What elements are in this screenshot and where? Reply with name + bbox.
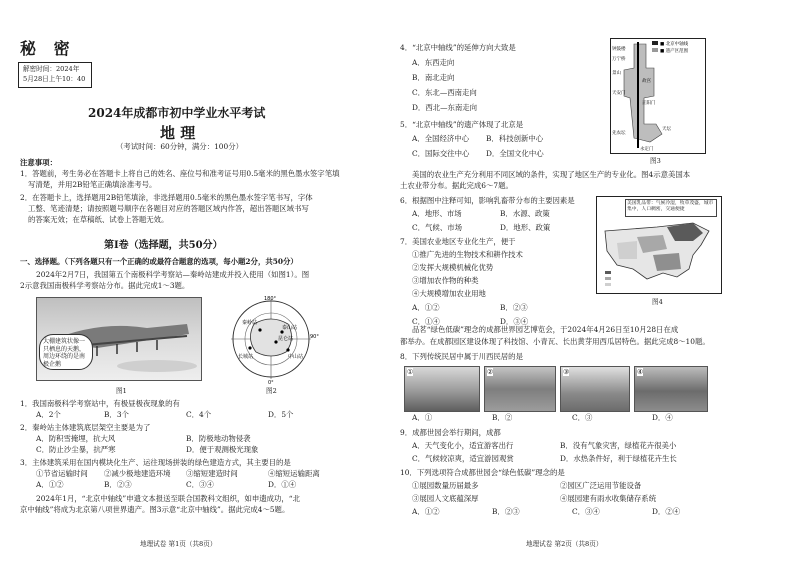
intro-6-7-line-1: 美国的农业生产充分利用不同区域的条件，实现了地区生产的专业化。图4示意美国本: [412, 170, 691, 179]
question-9: 9．成都世园会举行期间，成都: [400, 428, 501, 437]
q1-option-a[interactable]: A．2个: [36, 410, 61, 419]
q3-option-d[interactable]: D．①④: [268, 480, 297, 489]
secret-label: 秘 密: [20, 39, 76, 58]
q7-option-d[interactable]: D．③④: [500, 317, 529, 326]
figure-1-qinling-station-photo: [36, 297, 202, 381]
fig3-label-xiannongtan: 先农坛: [612, 131, 626, 136]
declassify-time-box: [18, 62, 92, 88]
figure-2-caption: 图2: [266, 387, 277, 395]
figure-1-bubble-text: 大棚建筑状像一只栖息的天鹅，周边环绕的是南极企鹅: [43, 338, 86, 368]
q1-option-b[interactable]: B．3个: [104, 410, 129, 419]
figure-4-legend-text: 美国乳品带：气候冷湿，牧草茂盛，城市集中，人口稠密，交通便捷: [627, 201, 714, 212]
q9-option-a[interactable]: A．天气变化小，适宜游客出行: [412, 441, 514, 450]
q10-option-d[interactable]: D．②④: [652, 507, 681, 516]
q4-option-d[interactable]: D．西北—东南走向: [412, 103, 478, 112]
q3-statement-4: ④缩短运输距离: [268, 469, 320, 478]
notes-line-1: 1．答题前，考生务必在答题卡上将自己的姓名、座位号和准考证号用0.5毫米的黑色墨水签字笔填: [20, 169, 340, 178]
fig3-label-zhengyangmen: 正阳门: [642, 101, 656, 106]
exam-info: （考试时间：60分钟，满分：100分）: [116, 142, 243, 151]
fig3-label-gugong: 故宫: [642, 79, 651, 84]
subject-title: 地 理: [160, 124, 196, 142]
fig3-legend-axis: ■ 北京中轴线: [660, 42, 689, 47]
intro-4-5-line-1: 2024年1月，“北京中轴线”申遗文本报送至联合国教科文组织，如申遗成功，“北: [36, 494, 300, 503]
fig2-label-changcheng: 长城站: [238, 354, 254, 360]
q10-option-b[interactable]: B．②③: [492, 507, 520, 516]
q2-option-b[interactable]: B．防极地动物侵袭: [186, 434, 251, 443]
question-3: 3．主体建筑采用在国内模块化生产、运往现场拼装的绿色建造方式，其主要目的是: [20, 458, 291, 467]
q6-option-c[interactable]: C．气候、市场: [412, 223, 462, 232]
q6-option-d[interactable]: D．地形、政策: [500, 223, 551, 232]
q10-statement-4: ④展园建有雨水收集储存系统: [560, 494, 657, 503]
q9-option-d[interactable]: D．水热条件好，利于绿植花卉生长: [560, 454, 677, 463]
q8-photo-4: [634, 366, 708, 412]
q2-option-a[interactable]: A．防积雪掩埋，抗大风: [36, 434, 116, 443]
q4-option-a[interactable]: A．东西走向: [412, 58, 455, 67]
q5-option-b[interactable]: B．科技创新中心: [486, 134, 544, 143]
fig2-label-0: 0°: [268, 380, 274, 384]
figure-1-speech-bubble: [39, 334, 93, 370]
q8-photo-4-marker: ④: [637, 368, 644, 376]
q7-statement-2: ②发挥大规模机械化优势: [412, 263, 494, 272]
notes-line-3: 2．在答题卡上，选择题用2B铅笔填涂，非选择题用0.5毫米的黑色墨水签字笔书写，字体: [20, 193, 313, 202]
q7-statement-1: ①推广先进的生物技术和耕作技术: [412, 250, 523, 259]
declassify-line-2: 5月28日上午10：40: [23, 75, 86, 83]
q2-option-c[interactable]: C．防止沙尘暴，抗严寒: [36, 445, 116, 454]
question-4: 4．“北京中轴线”的延伸方向大致是: [400, 43, 516, 52]
fig2-label-kunlun: 昆仑站: [278, 336, 294, 342]
fig3-label-zhonggulou: 钟鼓楼: [612, 47, 626, 52]
notes-line-4: 工整、笔迹清楚；请按照题号顺序在各题目对应的答题区域内作答，超出答题区域书写: [28, 204, 309, 213]
fig2-label-zhongshan: 中山站: [288, 354, 304, 360]
q2-option-d[interactable]: D．便于观测极光现象: [186, 445, 259, 454]
q3-option-a[interactable]: A．①②: [36, 480, 64, 489]
exam-title: 2024年成都市初中学业水平考试: [88, 106, 266, 120]
question-1: 1．我国南极科学考察站中，有极昼极夜现象的有: [20, 399, 180, 408]
q8-option-c[interactable]: C．③: [572, 413, 593, 422]
section-instructions: 一、选择题。（下列各题只有一个正确的或最符合题意的选项，每小题2分，共50分）: [20, 257, 298, 266]
q9-option-c[interactable]: C．气候较凉爽，适宜游园观赏: [412, 454, 514, 463]
q1-option-c[interactable]: C．4个: [186, 410, 212, 419]
fig2-label-taishan: 泰山站: [282, 325, 298, 331]
q10-option-c[interactable]: C．③④: [572, 507, 600, 516]
figure-1-caption: 图1: [116, 387, 127, 395]
q7-statement-3: ③增加农作物的种类: [412, 276, 479, 285]
question-2: 2．秦岭站主体建筑底层架空主要是为了: [20, 423, 151, 432]
question-7: 7．美国农业地区专业化生产，便于: [400, 237, 516, 246]
q3-option-c[interactable]: C．③④: [186, 480, 214, 489]
notes-line-5: 的答案无效；在草稿纸、试卷上答题无效。: [28, 215, 169, 224]
intro-8-10-line-1: 品茗“绿色低碳”理念的成都世界园艺博览会，于2024年4月26日至10月28日在成: [412, 325, 679, 334]
intro-1-3-line-1: 2024年2月7日，我国第五个南极科学考察站—秦岭站建成并投入使用（如图1）。图: [36, 270, 310, 279]
fig3-label-yongdingmen: 永定门: [640, 147, 654, 152]
figure-3-beijing-central-axis-map: [610, 38, 706, 154]
q10-statement-1: ①展园数量历届最多: [412, 481, 479, 490]
q3-statement-2: ②减少极地建造环境: [104, 469, 171, 478]
q7-option-b[interactable]: B．②③: [500, 303, 528, 312]
q5-option-d[interactable]: D．全国文化中心: [486, 149, 544, 158]
figure-3-caption: 图3: [650, 157, 661, 165]
q8-option-b[interactable]: B．②: [492, 413, 513, 422]
intro-8-10-line-2: 都举办。在成都园区建设体现了科技馆、小青瓦、长出黄芽用西瓜居特色。据此完成8～10题。: [400, 337, 710, 346]
usa-map-shape: [597, 197, 721, 293]
fig2-label-qinling: 秦岭站: [242, 320, 258, 326]
q10-statement-2: ②园区广泛运用节能设备: [560, 481, 642, 490]
notes-heading: 注意事项：: [20, 158, 57, 167]
figure-4-usa-agriculture-map: [596, 196, 722, 294]
q8-option-a[interactable]: A．①: [412, 413, 433, 422]
q5-option-c[interactable]: C．国际交往中心: [412, 149, 470, 158]
q10-option-a[interactable]: A．①②: [412, 507, 440, 516]
q8-option-d[interactable]: D．④: [652, 413, 673, 422]
fig3-label-jingshan: 景山: [612, 71, 621, 76]
q8-photo-3-marker: ③: [563, 368, 570, 376]
fig3-legend-area: ■ 遗产区范围: [660, 49, 689, 54]
page-footer-left: 地理试卷 第1页（共8页）: [140, 540, 217, 548]
q8-photo-2-marker: ②: [487, 368, 494, 376]
fig3-label-tiananmen: 天安门: [612, 91, 626, 96]
q10-statement-3: ③展园人文底蕴深厚: [412, 494, 479, 503]
q4-option-c[interactable]: C．东北—西南走向: [412, 88, 477, 97]
q6-option-a[interactable]: A．地形、市场: [412, 209, 462, 218]
intro-4-5-line-2: 京中轴线”将成为北京第八项世界遗产。图3示意“北京中轴线”。据此完成4～5题。: [20, 505, 290, 514]
page-footer-right: 地理试卷 第2页（共8页）: [526, 540, 603, 548]
question-10: 10．下列选项符合成都世园会“绿色低碳”理念的是: [400, 468, 565, 477]
q7-option-a[interactable]: A．①②: [412, 303, 440, 312]
question-6: 6．根据图中注释可知，影响乳畜带分布的主要因素是: [400, 196, 575, 205]
q8-photo-2: [484, 366, 556, 412]
figure-2-antarctica-stations-map: [216, 294, 326, 384]
q8-photo-3: [560, 366, 630, 412]
q3-option-b[interactable]: B．②③: [104, 480, 132, 489]
fig3-label-wanningqiao: 万宁桥: [612, 57, 626, 62]
question-5: 5．“北京中轴线”的遗产体现了北京是: [400, 120, 524, 129]
intro-1-3-line-2: 2示意我国南极科学考察站分布。据此完成1～3题。: [20, 281, 190, 290]
fig2-label-180: 180°: [264, 296, 277, 302]
q8-photo-1: [404, 366, 480, 412]
question-8: 8．下列传统民居中属于川西民居的是: [400, 352, 523, 361]
declassify-line-1: 解密时间：2024年: [23, 65, 80, 73]
q1-option-d[interactable]: D．5个: [268, 410, 294, 419]
fig2-label-90: 90°: [310, 334, 319, 340]
q6-option-b[interactable]: B．水源、政策: [500, 209, 550, 218]
fig3-label-tiantan: 天坛: [662, 127, 671, 132]
figure-4-caption: 图4: [652, 298, 663, 306]
part1-heading: 第Ⅰ卷（选择题，共50分）: [104, 240, 223, 251]
notes-line-2: 写清楚，并用2B铅笔正确填涂准考号。: [28, 180, 157, 189]
q4-option-b[interactable]: B．南北走向: [412, 73, 455, 82]
q7-option-c[interactable]: C．①④: [412, 317, 440, 326]
q3-statement-1: ①节省运输时间: [36, 469, 88, 478]
intro-6-7-line-2: 土农业带分布。据此完成6～7题。: [400, 181, 513, 190]
q5-option-a[interactable]: A．全国经济中心: [412, 134, 470, 143]
q8-photo-1-marker: ①: [407, 368, 414, 376]
q9-option-b[interactable]: B．没有气象灾害，绿植花卉很美小: [560, 441, 677, 450]
q3-statement-3: ③缩短建造时间: [186, 469, 238, 478]
q7-statement-4: ④大规模增加农业用地: [412, 289, 486, 298]
